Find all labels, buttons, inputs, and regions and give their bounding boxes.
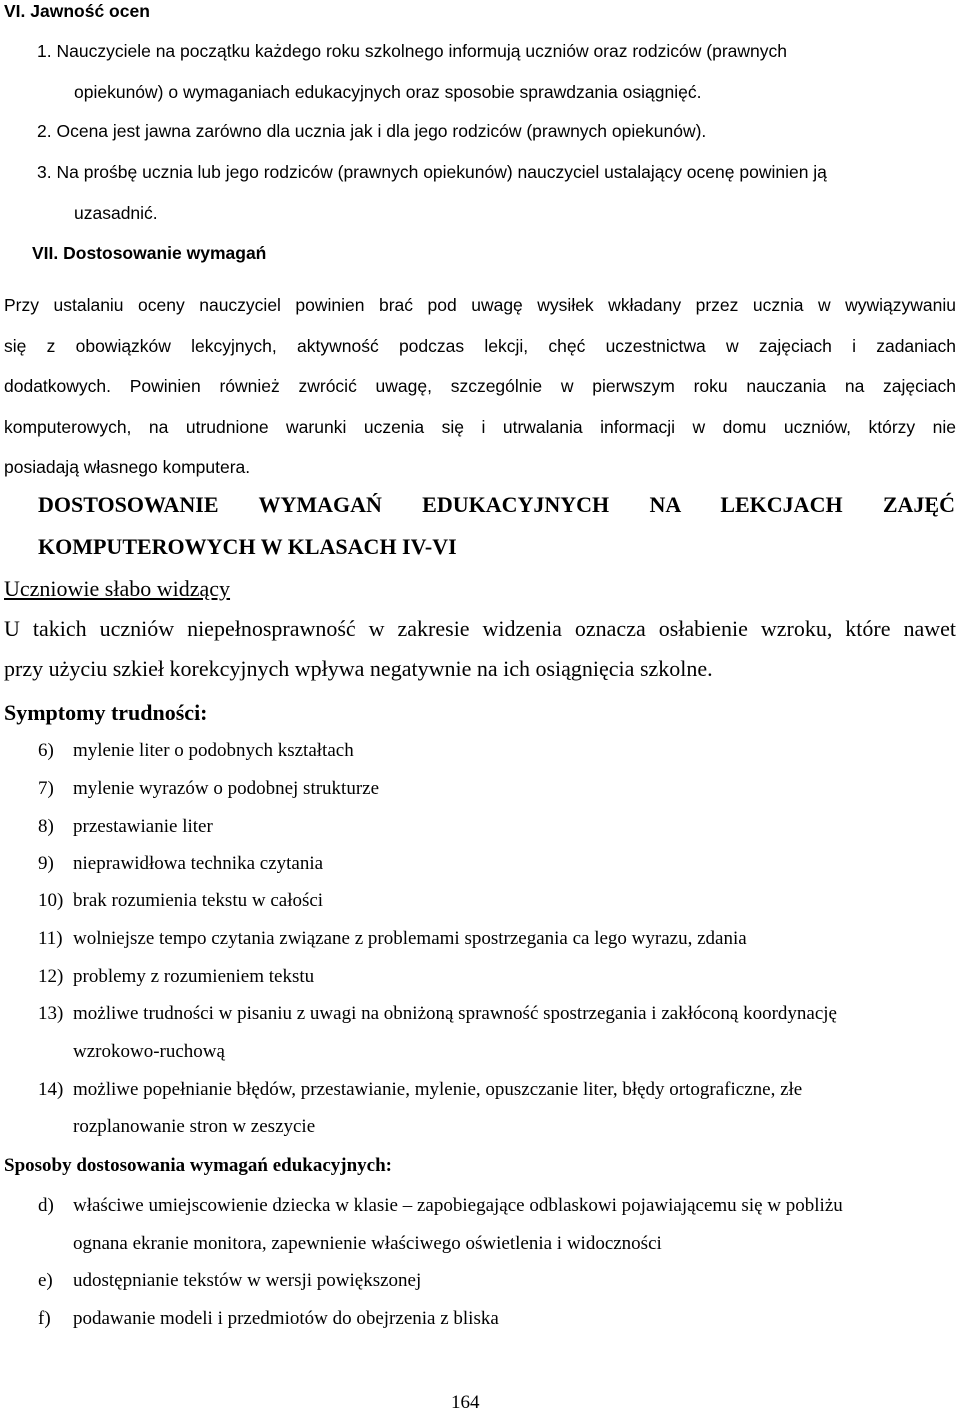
list-item [37,162,827,183]
list-text: możliwe popełnianie błędów, przestawianie, mylenie, opuszczanie liter, błędy ortograficzne, złe [73,1079,803,1100]
paragraph-line: Przy ustalaniu oceny nauczyciel powinien brać pod uwagę wysiłek wkładany przez ucznia w wywiązywaniu [4,295,956,315]
paragraph-line: komputerowych, na utrudnione warunki uczenia się i utrwalania informacji w domu uczniów, którzy nie [4,417,956,437]
list-item [37,121,706,142]
list-number: 7) [38,778,54,799]
list-number: 1. [37,41,52,61]
list-text: brak rozumienia tekstu w całości [73,890,324,911]
list-item [38,1003,837,1025]
list-item-continuation: ognana ekranie monitora, zapewnienie właściwego oświetlenia i widoczności [73,1233,662,1254]
list-number: 9) [38,853,54,874]
symptoms-heading: Symptomy trudności: [4,700,208,725]
list-number: 11) [38,928,63,949]
list-text: podawanie modeli i przedmiotów do obejrzenia z bliska [73,1308,499,1329]
paragraph-line: posiadają własnego komputera. [4,457,251,477]
list-item [38,966,314,988]
list-text: przestawianie liter [73,816,213,837]
list-text: Na prośbę ucznia lub jego rodziców (prawnych opiekunów) nauczyciel ustalający ocenę powinien ją [56,162,827,182]
list-number: 6) [38,740,54,761]
list-item-continuation: rozplanowanie stron w zeszycie [73,1116,316,1137]
list-number: 13) [38,1003,64,1024]
list-number: 2. [37,121,52,141]
list-number: e) [38,1270,53,1291]
section-heading: VI. Jawność ocen [4,1,150,21]
list-item-continuation: uzasadnić. [74,203,158,223]
methods-heading: Sposoby dostosowania wymagań edukacyjnych: [4,1155,392,1176]
list-text: udostępnianie tekstów w wersji powiększonej [73,1270,422,1291]
list-item [38,1308,499,1330]
list-item [38,1195,843,1217]
paragraph-line: się z obowiązków lekcyjnych, aktywność podczas lekcji, chęć uczestnictwa w zajęciach i zadaniach [4,336,956,356]
list-number: 14) [38,1079,64,1100]
section-heading: VII. Dostosowanie wymagań [32,243,267,263]
main-heading-continuation: KOMPUTEROWYCH W KLASACH IV-VI [38,534,457,559]
main-heading: DOSTOSOWANIE WYMAGAŃ EDUKACYJNYCH NA LEKCJACH ZAJĘĆ [38,492,955,517]
list-item [38,778,379,800]
list-item [38,1079,802,1101]
list-item-continuation: opiekunów) o wymaganiach edukacyjnych oraz sposobie sprawdzania osiągnięć. [74,82,702,102]
list-item-continuation: wzrokowo-ruchową [73,1041,225,1062]
list-item [38,816,213,838]
list-item [38,1270,421,1292]
list-item [38,928,747,950]
list-text: możliwe trudności w pisaniu z uwagi na obniżoną sprawność spostrzegania i zakłóconą koordynację [73,1003,837,1024]
list-item [38,853,323,875]
list-number: 8) [38,816,54,837]
list-text: problemy z rozumieniem tekstu [73,966,315,987]
list-item [37,41,787,62]
paragraph-line: U takich uczniów niepełnosprawność w zakresie widzenia oznacza osłabienie wzroku, które nawet [4,616,956,641]
list-text: wolniejsze tempo czytania związane z problemami spostrzegania ca lego wyrazu, zdania [73,928,747,949]
list-number: 12) [38,966,64,987]
paragraph-line: dodatkowych. Powinien również zwrócić uwagę, szczególnie w pierwszym roku nauczania na zajęciach [4,376,956,396]
list-text: właściwe umiejscowienie dziecka w klasie – zapobiegające odblaskowi pojawiającemu się w pobliżu [73,1195,843,1216]
list-text: Nauczyciele na początku każdego roku szkolnego informują uczniów oraz rodziców (prawnych [56,41,787,61]
paragraph-line: przy użyciu szkieł korekcyjnych wpływa negatywnie na ich osiągnięcia szkolne. [4,656,713,681]
list-number: d) [38,1195,54,1216]
list-number: f) [38,1308,51,1329]
list-item [38,890,323,912]
subsection-title: Uczniowie słabo widzący [4,576,231,601]
list-number: 10) [38,890,64,911]
page-number: 164 [451,1392,480,1413]
list-text: mylenie wyrazów o podobnej strukturze [73,778,380,799]
list-text: mylenie liter o podobnych kształtach [73,740,354,761]
list-item [38,740,354,762]
list-text: nieprawidłowa technika czytania [73,853,324,874]
list-number: 3. [37,162,52,182]
list-text: Ocena jest jawna zarówno dla ucznia jak i dla jego rodziców (prawnych opiekunów). [56,121,707,141]
